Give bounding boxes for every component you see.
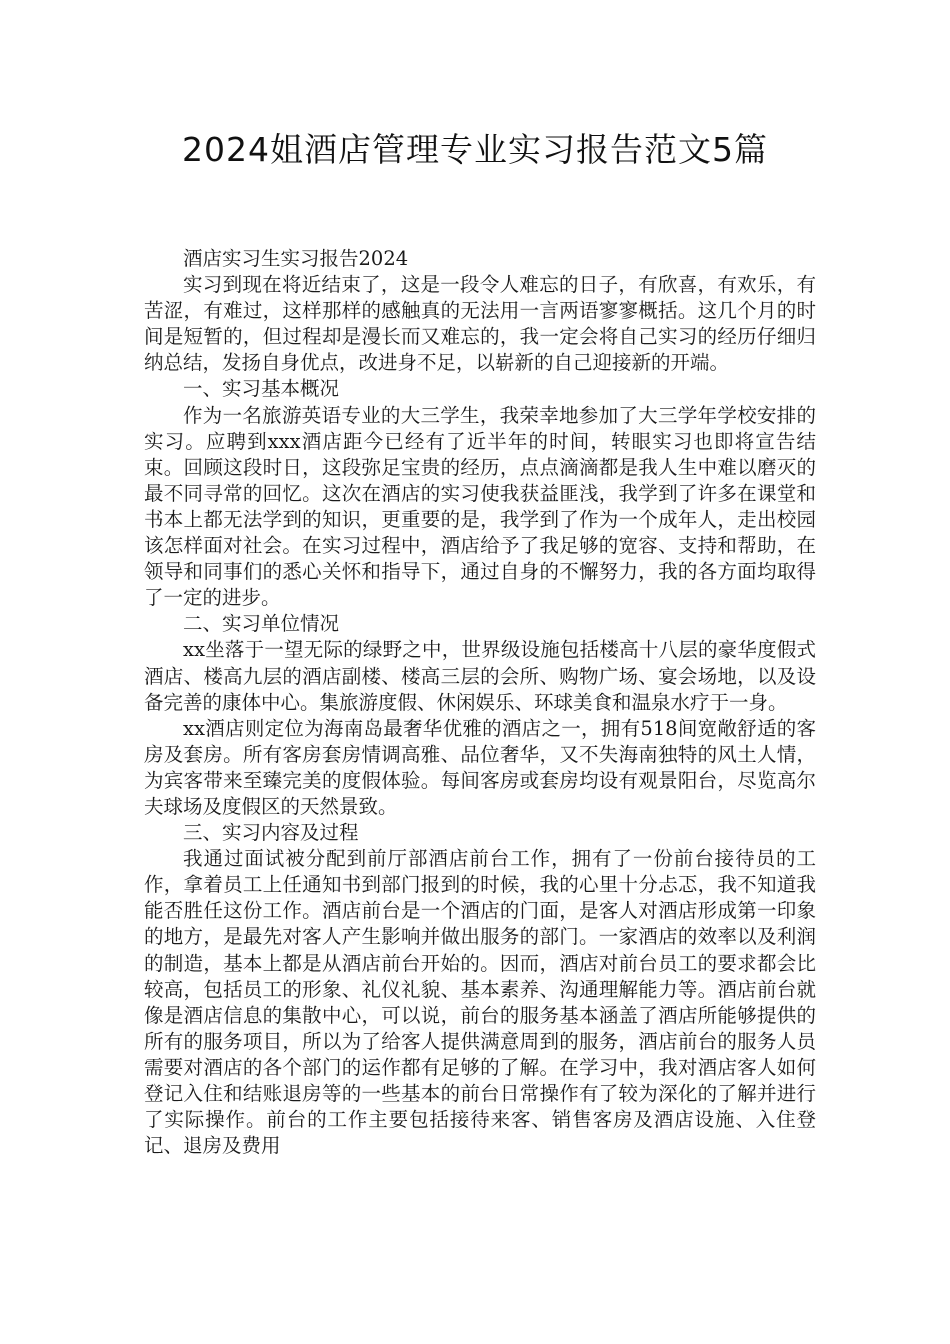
document-body — [144, 246, 816, 1159]
body-paragraph: xx坐落于一望无际的绿野之中，世界级设施包括楼高十八层的豪华度假式酒店、楼高九层的酒店副楼、楼高三层的会所、购物广场、宴会场地，以及设备完善的康体中心。集旅游度假、休闲娱乐、环球美食和温泉水疗于一身。 — [144, 638, 816, 714]
section-heading: 一、实习基本概况 — [183, 377, 340, 401]
body-paragraph: 作为一名旅游英语专业的大三学生，我荣幸地参加了大三学年学校安排的实习。应聘到xxx酒店距今已经有了近半年的时间，转眼实习也即将宣告结束。回顾这段时日，这段弥足宝贵的经历，点点滴滴都是我人生中难以磨灭的最不同寻常的回忆。这次在酒店的实习使我获益匪浅，我学到了许多在课堂和书本上都无法学到的知识，更重要的是，我学到了作为一个成年人，走出校园该怎样面对社会。在实习过程中，酒店给予了我足够的宽容、支持和帮助，在领导和同事们的悉心关怀和指导下，通过自身的不懈努力，我的各方面均取得了一定的进步。 — [144, 403, 816, 610]
body-paragraph: xx酒店则定位为海南岛最奢华优雅的酒店之一，拥有518间宽敞舒适的客房及套房。所有客房套房情调高雅、品位奢华，又不失海南独特的风土人情，为宾客带来至臻完美的度假体验。每间客房或套房均设有观景阳台，尽览高尔夫球场及度假区的天然景致。 — [144, 716, 816, 818]
subtitle-paragraph: 酒店实习生实习报告2024 — [183, 247, 409, 270]
document-title: 2024姐酒店管理专业实习报告范文5篇 — [182, 130, 768, 169]
section-heading: 三、实习内容及过程 — [183, 821, 359, 845]
body-paragraph: 实习到现在将近结束了，这是一段令人难忘的日子，有欣喜，有欢乐，有苦涩，有难过，这样那样的感触真的无法用一言两语寥寥概括。这几个月的时间是短暂的，但过程却是漫长而又难忘的，我一定会将自己实习的经历仔细归纳总结，发扬自身优点，改进身不足，以崭新的自己迎接新的开端。 — [144, 273, 816, 375]
section-heading: 二、实习单位情况 — [183, 612, 340, 636]
body-paragraph: 我通过面试被分配到前厅部酒店前台工作，拥有了一份前台接待员的工作，拿着员工上任通知书到部门报到的时候，我的心里十分忐忑，我不知道我能否胜任这份工作。酒店前台是一个酒店的门面，是客人对酒店形成第一印象的地方，是最先对客人产生影响并做出服务的部门。一家酒店的效率以及利润的制造，基本上都是从酒店前台开始的。因而，酒店对前台员工的要求都会比较高，包括员工的形象、礼仪礼貌、基本素养、沟通理解能力等。酒店前台就像是酒店信息的集散中心，可以说，前台的服务基本涵盖了酒店所能够提供的所有的服务项目，所以为了给客人提供满意周到的服务，酒店前台的服务人员需要对酒店的各个部门的运作都有足够的了解。在学习中，我对酒店客人如何登记入住和结账退房等的一些基本的前台日常操作有了较为深化的了解并进行了实际操作。前台的工作主要包括接待来客、销售客房及酒店设施、入住登记、退房及费用 — [144, 847, 816, 1158]
